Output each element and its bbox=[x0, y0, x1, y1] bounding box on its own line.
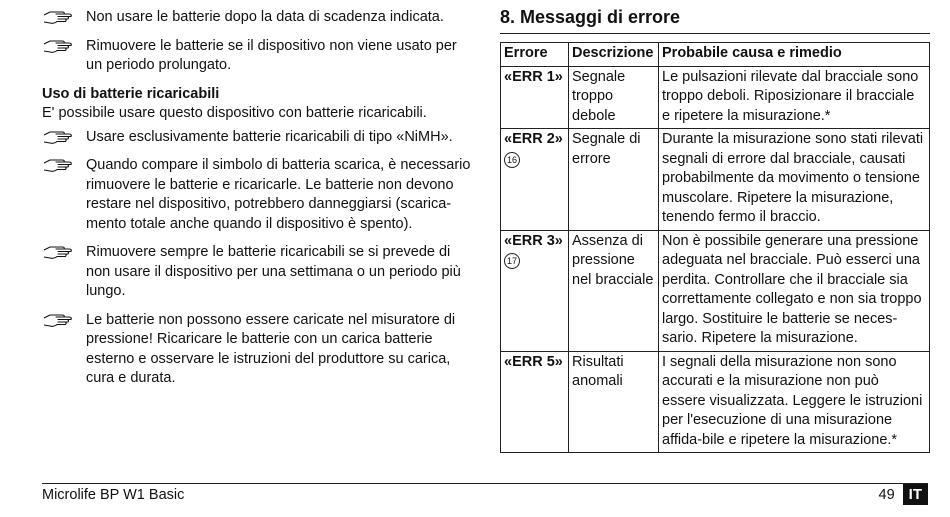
table-row bbox=[501, 351, 930, 453]
figure-reference: 16 bbox=[504, 152, 520, 168]
error-remedy: Le pulsazioni rilevate dal bracciale sono troppo deboli. Riposizionare il bracciale e ripetere la misurazione.* bbox=[659, 66, 930, 129]
list-item bbox=[42, 8, 472, 28]
pointing-hand-icon bbox=[42, 9, 74, 27]
rechargeable-heading: Uso di batterie ricaricabili bbox=[42, 85, 220, 102]
rechargeable-intro: E' possibile usare questo dispositivo con batterie ricaricabili. bbox=[42, 105, 427, 121]
list-item bbox=[42, 128, 472, 148]
error-remedy: Durante la misurazione sono stati rilevati segnali di errore dal bracciale, causati probabilmente da movimento o tensione muscolare. Ripetere la misurazione, tenendo fermo il braccio. bbox=[659, 129, 930, 231]
table-row bbox=[501, 129, 930, 231]
list-item bbox=[42, 311, 472, 389]
error-table bbox=[500, 42, 930, 453]
list-item bbox=[42, 156, 472, 234]
error-code: «ERR 5» bbox=[501, 351, 569, 453]
pointing-hand-icon bbox=[42, 312, 74, 330]
bullet-text: Quando compare il simbolo di batteria scarica, è necessario rimuovere le batterie e ricaricarle. Le batterie non devono restare nel dispositivo, potrebbero danneggiarsi (scarica-mento totale anche quando il dispositivo è spento). bbox=[86, 157, 471, 232]
table-row bbox=[501, 230, 930, 351]
page-number: 49 bbox=[878, 486, 895, 503]
list-item bbox=[42, 243, 472, 302]
right-column bbox=[500, 6, 930, 453]
column-header-error: Errore bbox=[501, 43, 569, 67]
pointing-hand-icon bbox=[42, 157, 74, 175]
language-badge: IT bbox=[903, 484, 928, 505]
footer-product: Microlife BP W1 Basic bbox=[42, 487, 185, 503]
pointing-hand-icon bbox=[42, 244, 74, 262]
table-header-row bbox=[501, 43, 930, 67]
error-description: Risultati anomali bbox=[569, 351, 659, 453]
bullet-text: Non usare le batterie dopo la data di scadenza indicata. bbox=[86, 9, 444, 25]
bullet-text: Usare esclusivamente batterie ricaricabili di tipo «NiMH». bbox=[86, 128, 453, 145]
error-remedy: I segnali della misurazione non sono accurati e la misurazione non può essere visualizzata. Leggere le istruzioni per l'esecuzione di una misurazione affida-bile e ripetere la misurazione.* bbox=[659, 351, 930, 453]
table-row bbox=[501, 66, 930, 129]
bullet-text: Rimuovere le batterie se il dispositivo non viene usato per un periodo prolungato. bbox=[86, 37, 457, 73]
error-code: «ERR 1» bbox=[501, 66, 569, 129]
pointing-hand-icon bbox=[42, 38, 74, 56]
error-description: Segnale troppo debole bbox=[569, 66, 659, 129]
error-remedy: Non è possibile generare una pressione adeguata nel bracciale. Può esserci una perdita. Controllare che il bracciale sia correttamente collegato e non sia troppo largo. Sostituire le batterie se neces-sario. Ripetere la misurazione. bbox=[659, 230, 930, 351]
pointing-hand-icon bbox=[42, 129, 74, 147]
bullet-text: Rimuovere sempre le batterie ricaricabili se si prevede di non usare il dispositivo per una settimana o un periodo più lungo. bbox=[86, 244, 461, 299]
error-code: «ERR 3» 17 bbox=[501, 230, 569, 351]
footer-page-info bbox=[879, 484, 928, 505]
section-title: 8. Messaggi di errore bbox=[500, 6, 930, 34]
column-header-remedy: Probabile causa e rimedio bbox=[659, 43, 930, 67]
figure-reference: 17 bbox=[504, 253, 520, 269]
left-column bbox=[42, 8, 472, 398]
bullet-text: Le batterie non possono essere caricate nel misuratore di pressione! Ricaricare le batterie con un carica batterie esterno e osservare le istruzioni del produttore su carica, cura e durata. bbox=[86, 311, 456, 386]
list-item bbox=[42, 37, 472, 76]
error-description: Segnale di errore bbox=[569, 129, 659, 231]
footer-divider bbox=[42, 483, 928, 484]
error-code: «ERR 2» 16 bbox=[501, 129, 569, 231]
column-header-description: Descrizione bbox=[569, 43, 659, 67]
error-description: Assenza di pressione nel bracciale bbox=[569, 230, 659, 351]
